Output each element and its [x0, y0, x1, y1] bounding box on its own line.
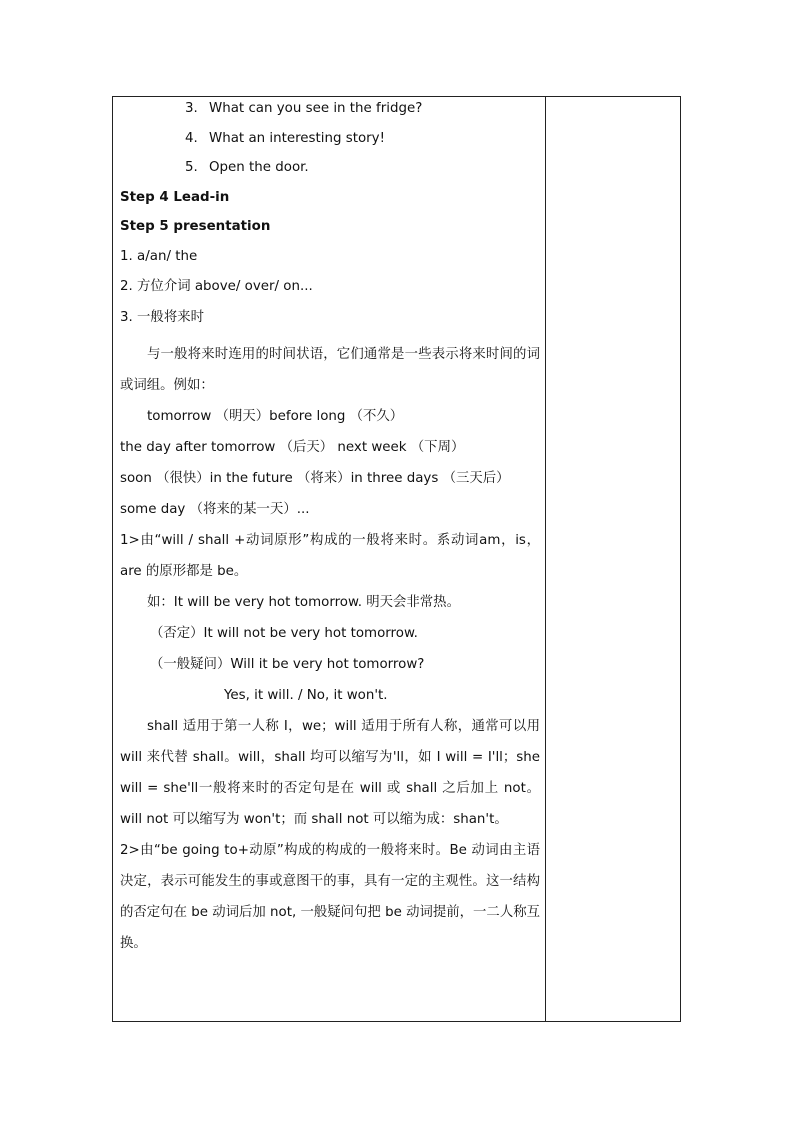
step-5-heading: Step 5 presentation [120, 219, 271, 234]
list-item-text: What an interesting story! [209, 130, 385, 146]
lesson-content-cell [120, 97, 540, 959]
rule-2-paragraph: 2>由“be going to+动原”构成的构成的一般将来时。Be 动词由主语决定，表示可能发生的事或意图干的事，具有一定的主观性。这一结构的否定句在 be 动词后加 not, 一般疑问句把 be 动词提前，一二人称互换。 [120, 843, 540, 951]
time-words-row-2: the day after tomorrow （后天） next week （下周） [120, 440, 465, 455]
point-2: 2. 方位介词 above/ over/ on... [120, 279, 313, 294]
rule-1-paragraph: 1>由“will / shall +动词原形”构成的一般将来时。系动词am，is，are 的原形都是 be。 [120, 533, 540, 579]
step-4-heading: Step 4 Lead-in [120, 189, 230, 205]
column-divider [545, 97, 546, 1021]
list-item-number: 5. [185, 160, 198, 175]
example-answer: Yes, it will. / No, it won't. [224, 688, 388, 703]
intro-paragraph: 与一般将来时连用的时间状语，它们通常是一些表示将来时间的词或词组。例如： [120, 347, 540, 393]
lesson-table [112, 96, 681, 1022]
list-item-number: 4. [185, 130, 198, 146]
list-item-text: Open the door. [209, 160, 309, 175]
list-item [120, 153, 540, 183]
example-affirmative: 如：It will be very hot tomorrow. 明天会非常热。 [147, 595, 460, 610]
shall-will-note: shall 适用于第一人称 I，we；will 适用于所有人称，通常可以用 will 来代替 shall。will，shall 均可以缩写为'll，如 I will = I'll；she will = she'll一般将来时的否定句是在 will 或 shall 之后加上 not。will not 可以缩写为 won't；而 shall not 可以缩为成：shan't。 [120, 719, 540, 827]
list-item [120, 94, 540, 124]
time-words-row-1: tomorrow （明天）before long （不久） [147, 409, 404, 424]
example-question: （一般疑问）Will it be very hot tomorrow? [150, 657, 425, 672]
time-words-row-3: soon （很快）in the future （将来）in three days （三天后） [120, 471, 510, 486]
list-item-number: 3. [185, 101, 198, 116]
point-1: 1. a/an/ the [120, 248, 198, 264]
list-item-text: What can you see in the fridge? [209, 101, 423, 116]
example-negative: （否定）It will not be very hot tomorrow. [150, 626, 418, 641]
point-3: 3. 一般将来时 [120, 310, 204, 325]
list-item [120, 124, 540, 154]
time-words-row-4: some day （将来的某一天）... [120, 502, 310, 517]
